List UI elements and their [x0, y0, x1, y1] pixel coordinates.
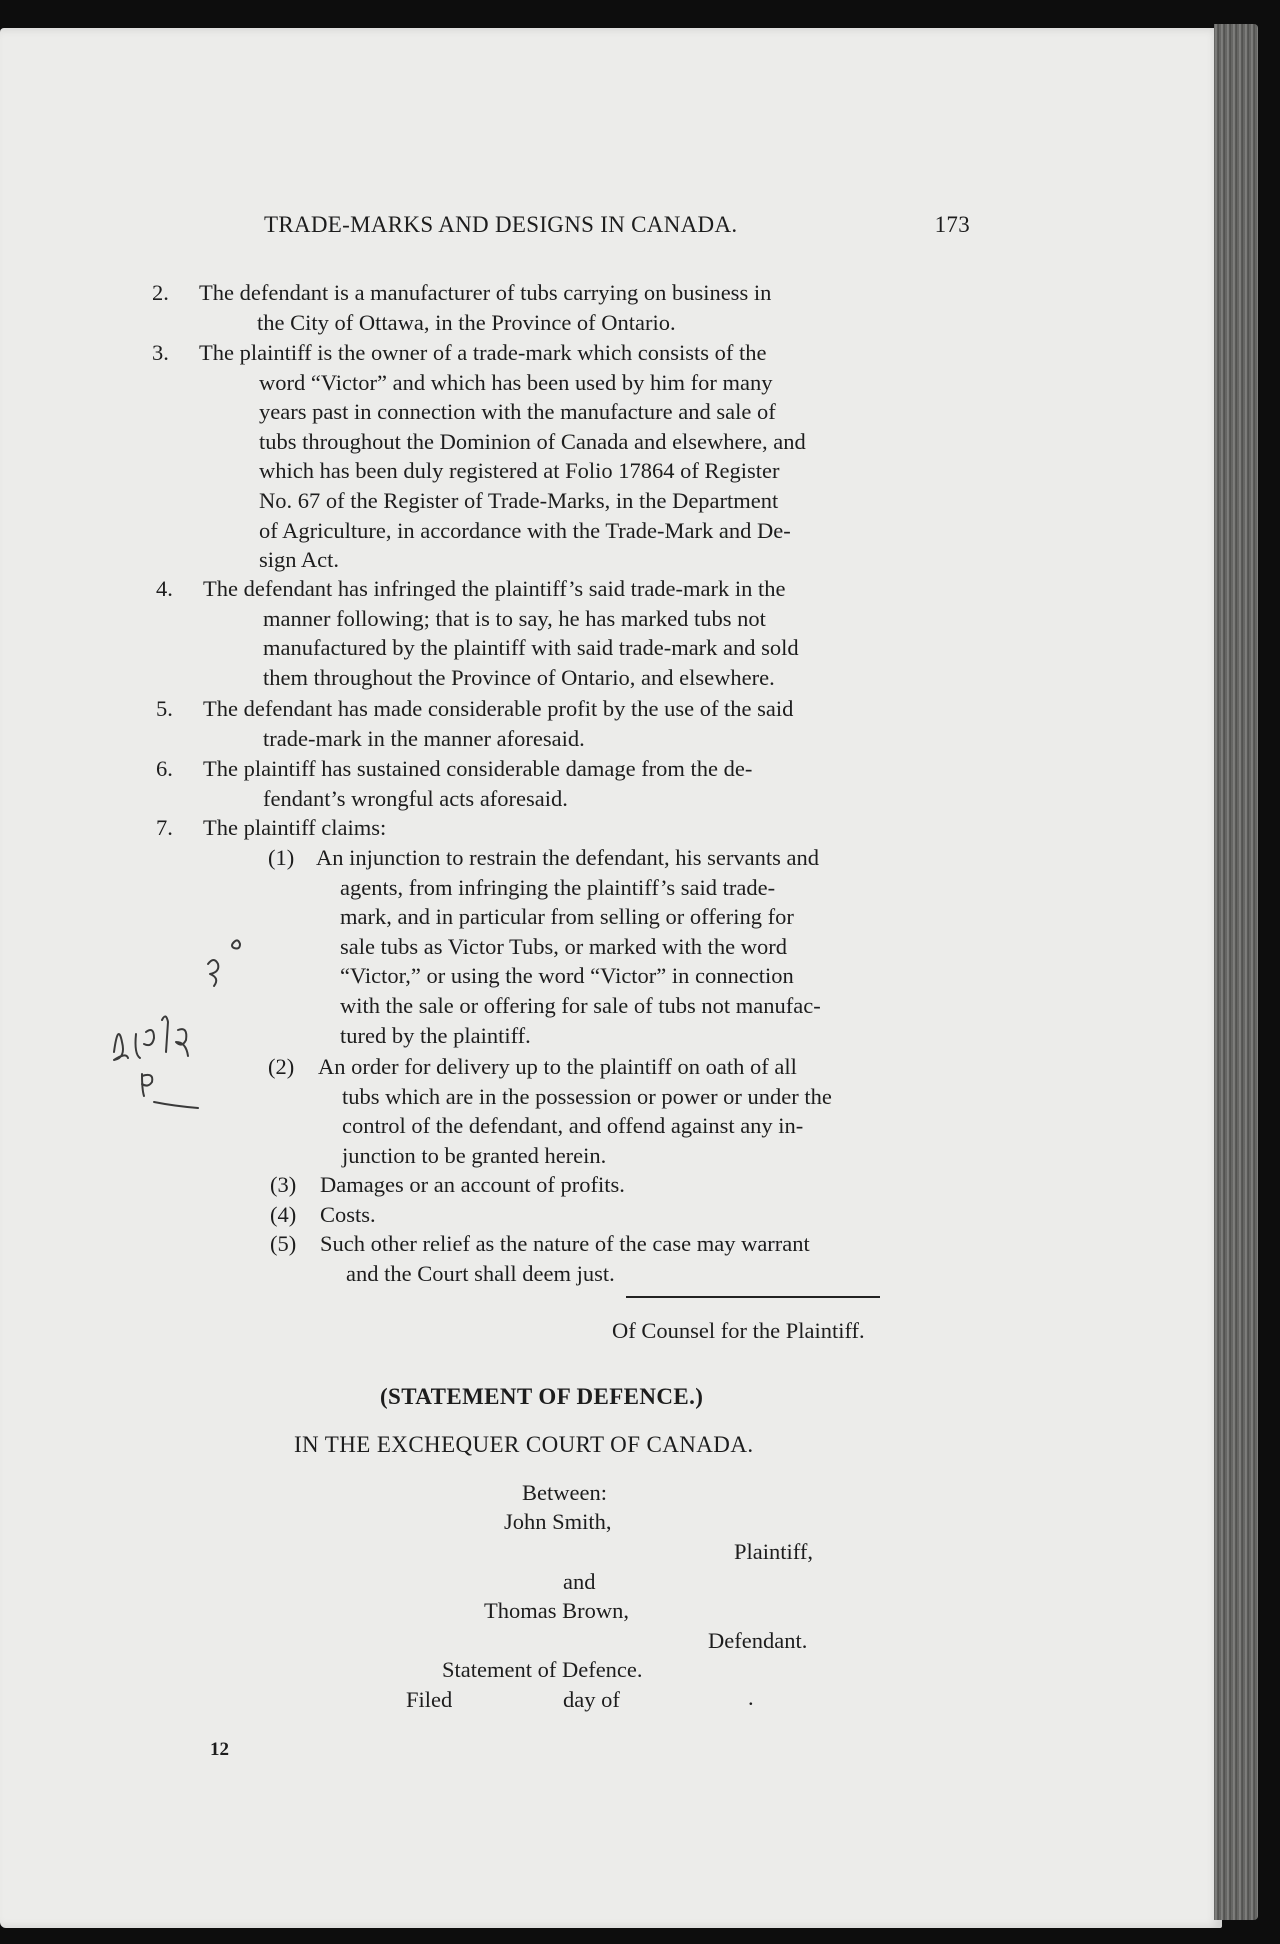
- defence-heading: (STATEMENT OF DEFENCE.): [380, 1384, 704, 1409]
- day-of-label: day of: [563, 1687, 620, 1712]
- signature-rule: [626, 1296, 880, 1298]
- defendant-name: Thomas Brown,: [484, 1598, 629, 1623]
- claim-line: with the sale or offering for sale of tubs not manufac-: [340, 992, 821, 1018]
- claim-4: [270, 1200, 376, 1230]
- page-number: 173: [934, 212, 970, 237]
- claim-line: and the Court shall deem just.: [346, 1260, 615, 1286]
- paragraph-line: manufactured by the plaintiff with said trade-mark and sold: [263, 635, 799, 661]
- claim-line: junction to be granted herein.: [342, 1142, 607, 1168]
- paragraph-number: 4.: [156, 576, 173, 601]
- claim-number: (5): [270, 1231, 297, 1256]
- claim-line: tured by the plaintiff.: [340, 1022, 531, 1048]
- paragraph-line: trade-mark in the manner aforesaid.: [263, 725, 585, 751]
- claim-1: [268, 843, 821, 1050]
- court-title: IN THE EXCHEQUER COURT OF CANADA.: [294, 1432, 754, 1457]
- filed-label: Filed: [406, 1687, 453, 1712]
- claim-line: agents, from infringing the plaintiff’s said trade-: [340, 874, 776, 900]
- claim-line: An injunction to restrain the defendant, his servants and: [316, 845, 819, 870]
- claim-number: (1): [268, 845, 295, 870]
- between-label: Between:: [522, 1480, 607, 1505]
- claim-number: (4): [270, 1202, 297, 1227]
- filed-period: .: [748, 1685, 754, 1710]
- plaintiff-name: John Smith,: [504, 1509, 612, 1534]
- paragraph-3: [152, 338, 806, 575]
- paragraph-4: [156, 574, 799, 692]
- paragraph-number: 7.: [156, 815, 173, 840]
- claim-line: Costs.: [320, 1202, 376, 1227]
- claim-number: (3): [270, 1172, 297, 1197]
- paragraph-line: the City of Ottawa, in the Province of Ontario.: [257, 309, 676, 335]
- claim-line: An order for delivery up to the plaintiff on oath of all: [318, 1054, 797, 1079]
- claim-5: [270, 1229, 810, 1288]
- paragraph-line: The plaintiff is the owner of a trade-mark which consists of the: [199, 340, 767, 365]
- plaintiff-role: Plaintiff,: [734, 1539, 813, 1564]
- paragraph-line: fendant’s wrongful acts aforesaid.: [263, 785, 568, 811]
- paragraph-line: which has been duly registered at Folio 17864 of Register: [259, 458, 780, 484]
- paragraph-line: sign Act.: [259, 547, 340, 573]
- signature-caption: Of Counsel for the Plaintiff.: [612, 1318, 865, 1343]
- paragraph-line: tubs throughout the Dominion of Canada and elsewhere, and: [259, 428, 806, 454]
- paragraph-line: them throughout the Province of Ontario, and elsewhere.: [263, 664, 775, 690]
- claim-line: tubs which are in the possession or power or under the: [342, 1083, 832, 1109]
- book-page-edges: [1214, 24, 1258, 1920]
- paragraph-number: 6.: [156, 756, 173, 781]
- paragraph-line: The defendant has infringed the plaintiff’s said trade-mark in the: [203, 576, 786, 601]
- claim-line: mark, and in particular from selling or offering for: [340, 904, 794, 930]
- claim-line: Such other relief as the nature of the case may warrant: [320, 1231, 810, 1256]
- paragraph-6: [156, 754, 752, 813]
- paragraph-number: 3.: [152, 340, 169, 365]
- handwritten-annotation: [96, 934, 246, 1124]
- paragraph-number: 5.: [156, 696, 173, 721]
- paragraph-5: [156, 694, 793, 753]
- running-title: TRADE-MARKS AND DESIGNS IN CANADA.: [264, 212, 738, 237]
- defendant-role: Defendant.: [708, 1628, 808, 1653]
- claim-line: sale tubs as Victor Tubs, or marked with the word: [340, 933, 787, 959]
- claim-line: “Victor,” or using the word “Victor” in connection: [340, 963, 794, 989]
- paragraph-line: No. 67 of the Register of Trade-Marks, in the Department: [259, 487, 779, 513]
- paragraph-line: of Agriculture, in accordance with the Trade-Mark and De-: [259, 517, 791, 543]
- paragraph-line: The plaintiff has sustained considerable damage from the de-: [203, 756, 753, 781]
- paragraph-line: The plaintiff claims:: [203, 815, 387, 840]
- paragraph-line: The defendant is a manufacturer of tubs carrying on business in: [199, 280, 772, 305]
- claim-number: (2): [268, 1054, 295, 1079]
- claim-3: [270, 1170, 625, 1200]
- paragraph-line: The defendant has made considerable profit by the use of the said: [203, 696, 794, 721]
- statement-title: Statement of Defence.: [442, 1657, 643, 1682]
- claim-2: [268, 1052, 832, 1170]
- paragraph-line: manner following; that is to say, he has marked tubs not: [263, 605, 766, 631]
- claim-line: control of the defendant, and offend against any in-: [342, 1113, 804, 1139]
- signature-folio-mark: 12: [210, 1739, 229, 1760]
- paragraph-7: [156, 813, 386, 843]
- claim-line: Damages or an account of profits.: [320, 1172, 625, 1197]
- paragraph-line: word “Victor” and which has been used by him for many: [259, 369, 773, 395]
- paragraph-number: 2.: [152, 280, 169, 305]
- paragraph-line: years past in connection with the manufacture and sale of: [259, 399, 776, 425]
- and-label: and: [563, 1569, 596, 1594]
- paragraph-2: [152, 278, 771, 337]
